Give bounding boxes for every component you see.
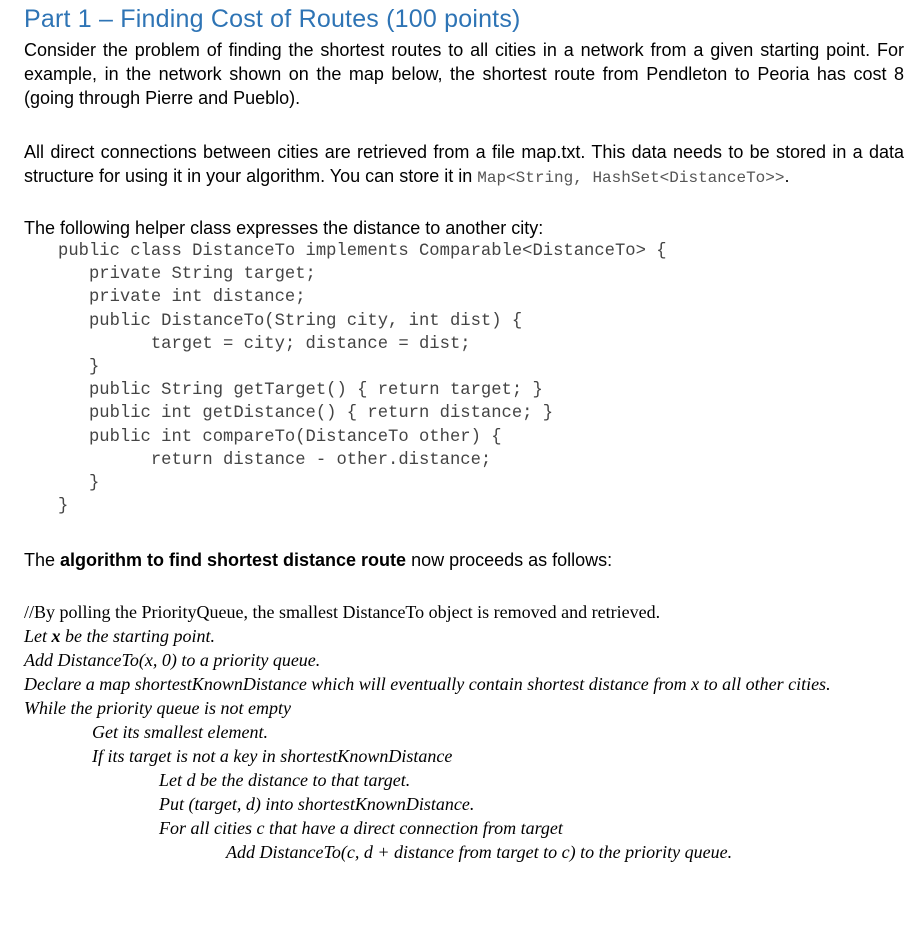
data-storage-end: . [784,166,790,186]
code-line: private int distance; [58,288,306,308]
algorithm-for-all: For all cities c that have a direct connection from target [159,818,563,839]
algorithm-add-start: Add DistanceTo(x, 0) to a priority queue. [24,650,321,671]
code-line: public DistanceTo(String city, int dist) { [58,311,523,331]
code-line: private String target; [58,265,316,285]
algorithm-declare-map: Declare a map shortestKnownDistance which will eventually contain shortest distance from x to all other cities. [24,674,831,695]
intro-paragraph: Consider the problem of finding the shortest routes to all cities in a network from a given starting point. For example, in the network shown on the map below, the shortest route from Pendleton to Peoria has cost 8 (going through Pierre and Pueblo). [24,40,904,108]
let-before: Let [24,626,52,647]
algorithm-get-smallest: Get its smallest element. [92,722,268,743]
code-line: return distance - other.distance; [58,450,492,470]
data-storage-text: All direct connections between cities are retrieved from a file map.txt. This data needs to be stored in a data structure for using it in your algorithm. You can store it in [24,142,904,186]
code-line: target = city; distance = dist; [58,334,471,354]
code-line: } [58,497,69,517]
algorithm-while: While the priority queue is not empty [24,698,291,719]
algorithm-add-neighbor: Add DistanceTo(c, d + distance from target to c) to the priority queue. [226,842,733,863]
algorithm-intro-paragraph [24,548,904,572]
algorithm-put: Put (target, d) into shortestKnownDistance. [159,794,475,815]
code-line: } [58,358,100,378]
let-after: be the starting point. [60,626,216,647]
algorithm-let-d: Let d be the distance to that target. [159,770,411,791]
code-block [24,240,904,518]
let-var: x [51,626,61,647]
map-type-code: Map<String, HashSet<DistanceTo>> [477,169,785,187]
algorithm-pseudocode [24,600,904,864]
helper-class-paragraph: The following helper class expresses the distance to another city: [24,218,544,238]
code-line: public int getDistance() { return distance; } [58,404,554,424]
document-page [24,4,904,864]
code-line: public String getTarget() { return target; } [58,381,543,401]
algorithm-intro-after: now proceeds as follows: [406,550,613,571]
code-line: public class DistanceTo implements Comparable<DistanceTo> { [58,242,667,261]
algorithm-comment: //By polling the PriorityQueue, the smallest DistanceTo object is removed and retrieved. [24,602,661,623]
code-line: public int compareTo(DistanceTo other) { [58,427,502,447]
algorithm-let-x [24,624,904,648]
algorithm-if-not-key: If its target is not a key in shortestKnownDistance [92,746,453,767]
data-storage-paragraph [24,140,904,190]
section-title: Part 1 – Finding Cost of Routes (100 points) [24,5,521,33]
algorithm-intro-before: The [24,550,61,571]
code-line: } [58,474,100,494]
algorithm-intro-bold: algorithm to find shortest distance route [60,550,407,571]
